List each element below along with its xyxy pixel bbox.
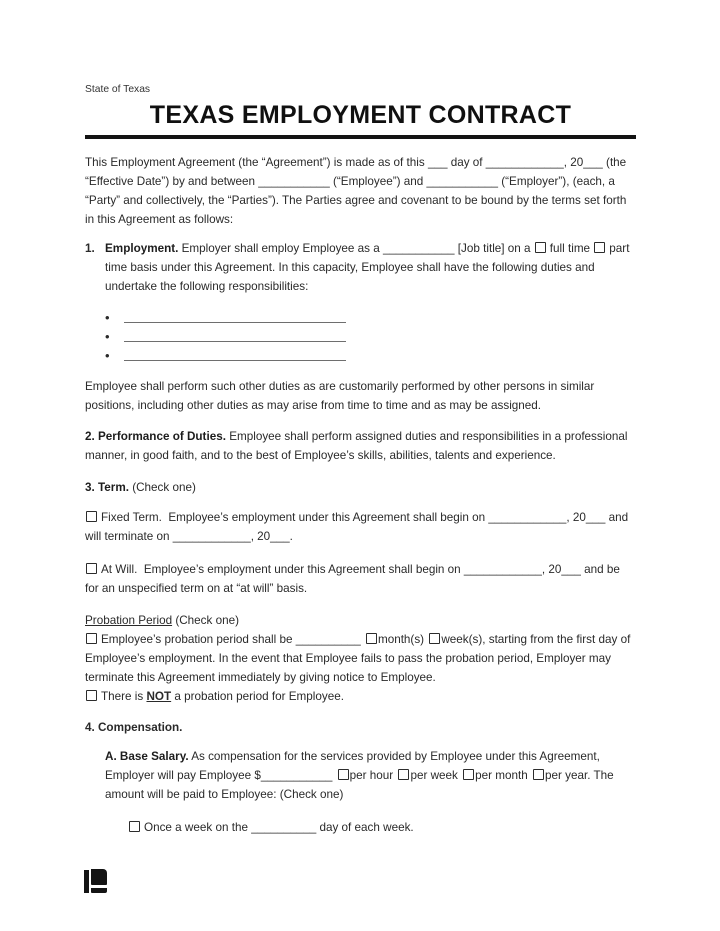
per-year-label: per year. The amount will be paid to Employee: (Check one) [105, 769, 614, 801]
duty-item [105, 346, 636, 365]
logo-foot-shape [91, 888, 107, 893]
clause-employment [85, 239, 636, 296]
duty-blank-line[interactable] [124, 347, 346, 361]
per-week-label: per week [410, 769, 462, 782]
probation-option-none [85, 687, 636, 706]
probation-heading: Probation Period [85, 614, 173, 627]
base-salary-paragraph [105, 747, 636, 804]
at-will-text: At Will. Employee’s employment under this Agreement shall begin on ____________, 20___ and be for an unspecified term on at “at will” basis. [85, 563, 620, 595]
not-emphasis: NOT [146, 690, 172, 703]
legaltemplates-logo-icon [84, 869, 110, 897]
term-check-one: (Check one) [128, 481, 196, 494]
option-fixed-term [85, 508, 636, 546]
no-probation-text-1: There is [101, 690, 147, 703]
once-a-week-text: Once a week on the __________ day of each week. [144, 821, 414, 834]
checkbox-per-month[interactable] [463, 769, 474, 780]
clause-heading: Employment. [105, 242, 179, 255]
probation-section [85, 611, 636, 706]
intro-paragraph: This Employment Agreement (the “Agreement”) is made as of this ___ day of ____________, 20___ (the “Effective Date”) by and between ___________ (“Employee”) and ___________ (“Employer”), (each, a “Party” and collectively, the “Parties”). The Parties agree and covenant to be bound by the terms set forth in this Agreement as follows: [85, 156, 627, 226]
checkbox-fixed-term[interactable] [86, 511, 97, 522]
full-time-label: full time [549, 242, 594, 255]
checkbox-no-probation[interactable] [86, 690, 97, 701]
per-month-label: per month [475, 769, 531, 782]
performance-text: Employee shall perform assigned duties and responsibilities in a professional manner, in good faith, and to the best of Employee’s skills, abilities, talents and experience. [85, 430, 628, 462]
duty-blank-line[interactable] [124, 328, 346, 342]
duty-item [105, 327, 636, 346]
checkbox-probation-duration[interactable] [86, 633, 97, 644]
clause-number: 1. [85, 242, 95, 255]
duties-list [85, 308, 636, 365]
other-duties-paragraph: Employee shall perform such other duties as are customarily performed by other persons in similar positions, including other duties as may arise from time to time and as may be assigned. [85, 380, 595, 412]
clause-performance [85, 427, 636, 465]
weeks-label: week(s), starting from the first day of Employee’s employment. In the event that Employee fails to pass the probation period, Employer may terminate this Agreement immediately by giving notice to Employee. [85, 633, 631, 684]
fixed-term-text: Fixed Term. Employee’s employment under this Agreement shall begin on ____________, 20___ and will terminate on ____________, 20___. [85, 511, 629, 543]
no-probation-text-2: a probation period for Employee. [171, 690, 344, 703]
checkbox-once-a-week[interactable] [129, 821, 140, 832]
term-heading: 3. Term. [85, 481, 129, 494]
checkbox-months[interactable] [366, 633, 377, 644]
performance-heading: 2. Performance of Duties. [85, 430, 226, 443]
base-salary-text: As compensation for the services provided by Employee under this Agreement, Employer will pay Employee $___________ [105, 750, 600, 782]
probation-heading-line [85, 611, 636, 630]
document-title: TEXAS EMPLOYMENT CONTRACT [149, 101, 572, 129]
per-hour-label: per hour [349, 769, 397, 782]
logo-block-shape [91, 869, 107, 885]
clause-body [105, 239, 636, 296]
checkbox-part-time[interactable] [594, 242, 605, 253]
checkbox-weeks[interactable] [429, 633, 440, 644]
option-at-will [85, 560, 636, 598]
checkbox-at-will[interactable] [86, 563, 97, 574]
duty-blank-line[interactable] [124, 309, 346, 323]
clause-text-2: part time basis under this Agreement. In this capacity, Employee shall have the following duties and undertake the following responsibilities: [105, 242, 630, 293]
months-label: month(s) [377, 633, 428, 646]
clause-term-heading [85, 478, 636, 497]
clause-compensation-heading: 4. Compensation. [85, 721, 183, 734]
logo-bar-shape [84, 870, 89, 893]
clause-text-1: Employer shall employ Employee as a ___________ [Job title] on a [178, 242, 534, 255]
checkbox-per-year[interactable] [533, 769, 544, 780]
probation-text-1: Employee’s probation period shall be __________ [101, 633, 364, 646]
probation-option-duration [85, 630, 636, 687]
checkbox-per-week[interactable] [398, 769, 409, 780]
probation-check-one: (Check one) [172, 614, 239, 627]
title-rule [85, 135, 636, 139]
checkbox-full-time[interactable] [535, 242, 546, 253]
duty-item [105, 308, 636, 327]
checkbox-per-hour[interactable] [338, 769, 349, 780]
base-salary-heading: A. Base Salary. [105, 750, 189, 763]
state-label: State of Texas [85, 84, 151, 95]
option-once-a-week [128, 818, 636, 837]
